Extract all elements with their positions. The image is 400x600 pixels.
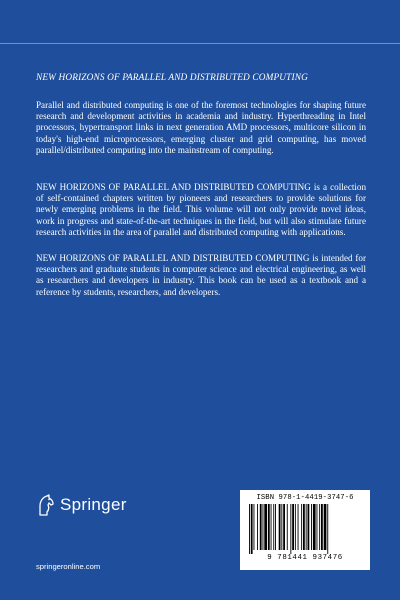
barcode-bar — [254, 504, 255, 550]
barcode-bars — [247, 504, 363, 554]
barcode-bar — [313, 504, 316, 550]
barcode-bar — [308, 504, 310, 550]
barcode-bar — [306, 504, 307, 550]
barcode-bar — [311, 504, 312, 550]
top-divider — [0, 43, 400, 44]
barcode-bar — [263, 504, 264, 550]
barcode-bar — [251, 504, 253, 554]
barcode-bar — [257, 504, 258, 550]
isbn-label: ISBN 978-1-4419-3747-6 — [256, 494, 354, 502]
barcode-bar — [295, 504, 296, 550]
barcode-bar — [298, 504, 299, 550]
barcode-bar — [283, 504, 285, 550]
barcode-bar — [249, 504, 250, 554]
barcode-bar — [271, 504, 272, 550]
barcode-bar — [327, 504, 328, 554]
publisher-url: springeronline.com — [36, 562, 101, 571]
barcode-bar — [319, 504, 320, 550]
springer-horse-icon — [36, 494, 56, 516]
barcode-bar — [281, 504, 282, 550]
publisher-name: Springer — [60, 495, 127, 514]
barcode-bar — [290, 504, 291, 554]
barcode-bar — [324, 504, 327, 550]
barcode-bar — [273, 504, 274, 550]
barcode-bar — [301, 504, 302, 550]
barcode-bar — [260, 504, 262, 550]
barcode-bar — [275, 504, 276, 550]
description-paragraph-1: Parallel and distributed computing is one of the foremost technologies for shaping future research and development activities in academia and industry. Hyperthreading in Intel processors, hypertransport links in next generation AMD processors, multicore silicon in today's high-end microprocessors, emerging cluster and grid computing, has moved parallel/distributed computing into the mainstream of computing. — [36, 100, 366, 155]
description-paragraph-3: NEW HORIZONS OF PARALLEL AND DISTRIBUTED COMPUTING is intended for researchers and graduate students in computer science and electrical engineering, as well as researchers and developers in industry. This book can be used as a textbook and a reference by students, researchers, and developers. — [36, 253, 366, 297]
barcode-bar — [264, 504, 267, 550]
book-title: NEW HORIZONS OF PARALLEL AND DISTRIBUTED COMPUTING — [36, 73, 308, 83]
barcode — [240, 490, 370, 570]
publisher-logo — [36, 494, 127, 516]
description-paragraph-2: NEW HORIZONS OF PARALLEL AND DISTRIBUTED COMPUTING is a collection of self-contained chapters written by pioneers and researchers to provide solutions for newly emerging problems in the field. This volume will not only provide novel ideas, work in progress and state-of-the-art techniques in the field, but will also stimulate future research activities in the area of parallel and distributed computing with applications. — [36, 182, 366, 237]
barcode-bar — [317, 504, 318, 550]
barcode-bar — [279, 504, 281, 550]
barcode-bar — [292, 504, 294, 550]
ean-digits: 9 781441 937476 — [267, 554, 343, 562]
barcode-bar — [321, 504, 323, 550]
barcode-bar — [287, 504, 288, 550]
barcode-bar — [268, 504, 270, 550]
barcode-bar — [303, 504, 305, 550]
